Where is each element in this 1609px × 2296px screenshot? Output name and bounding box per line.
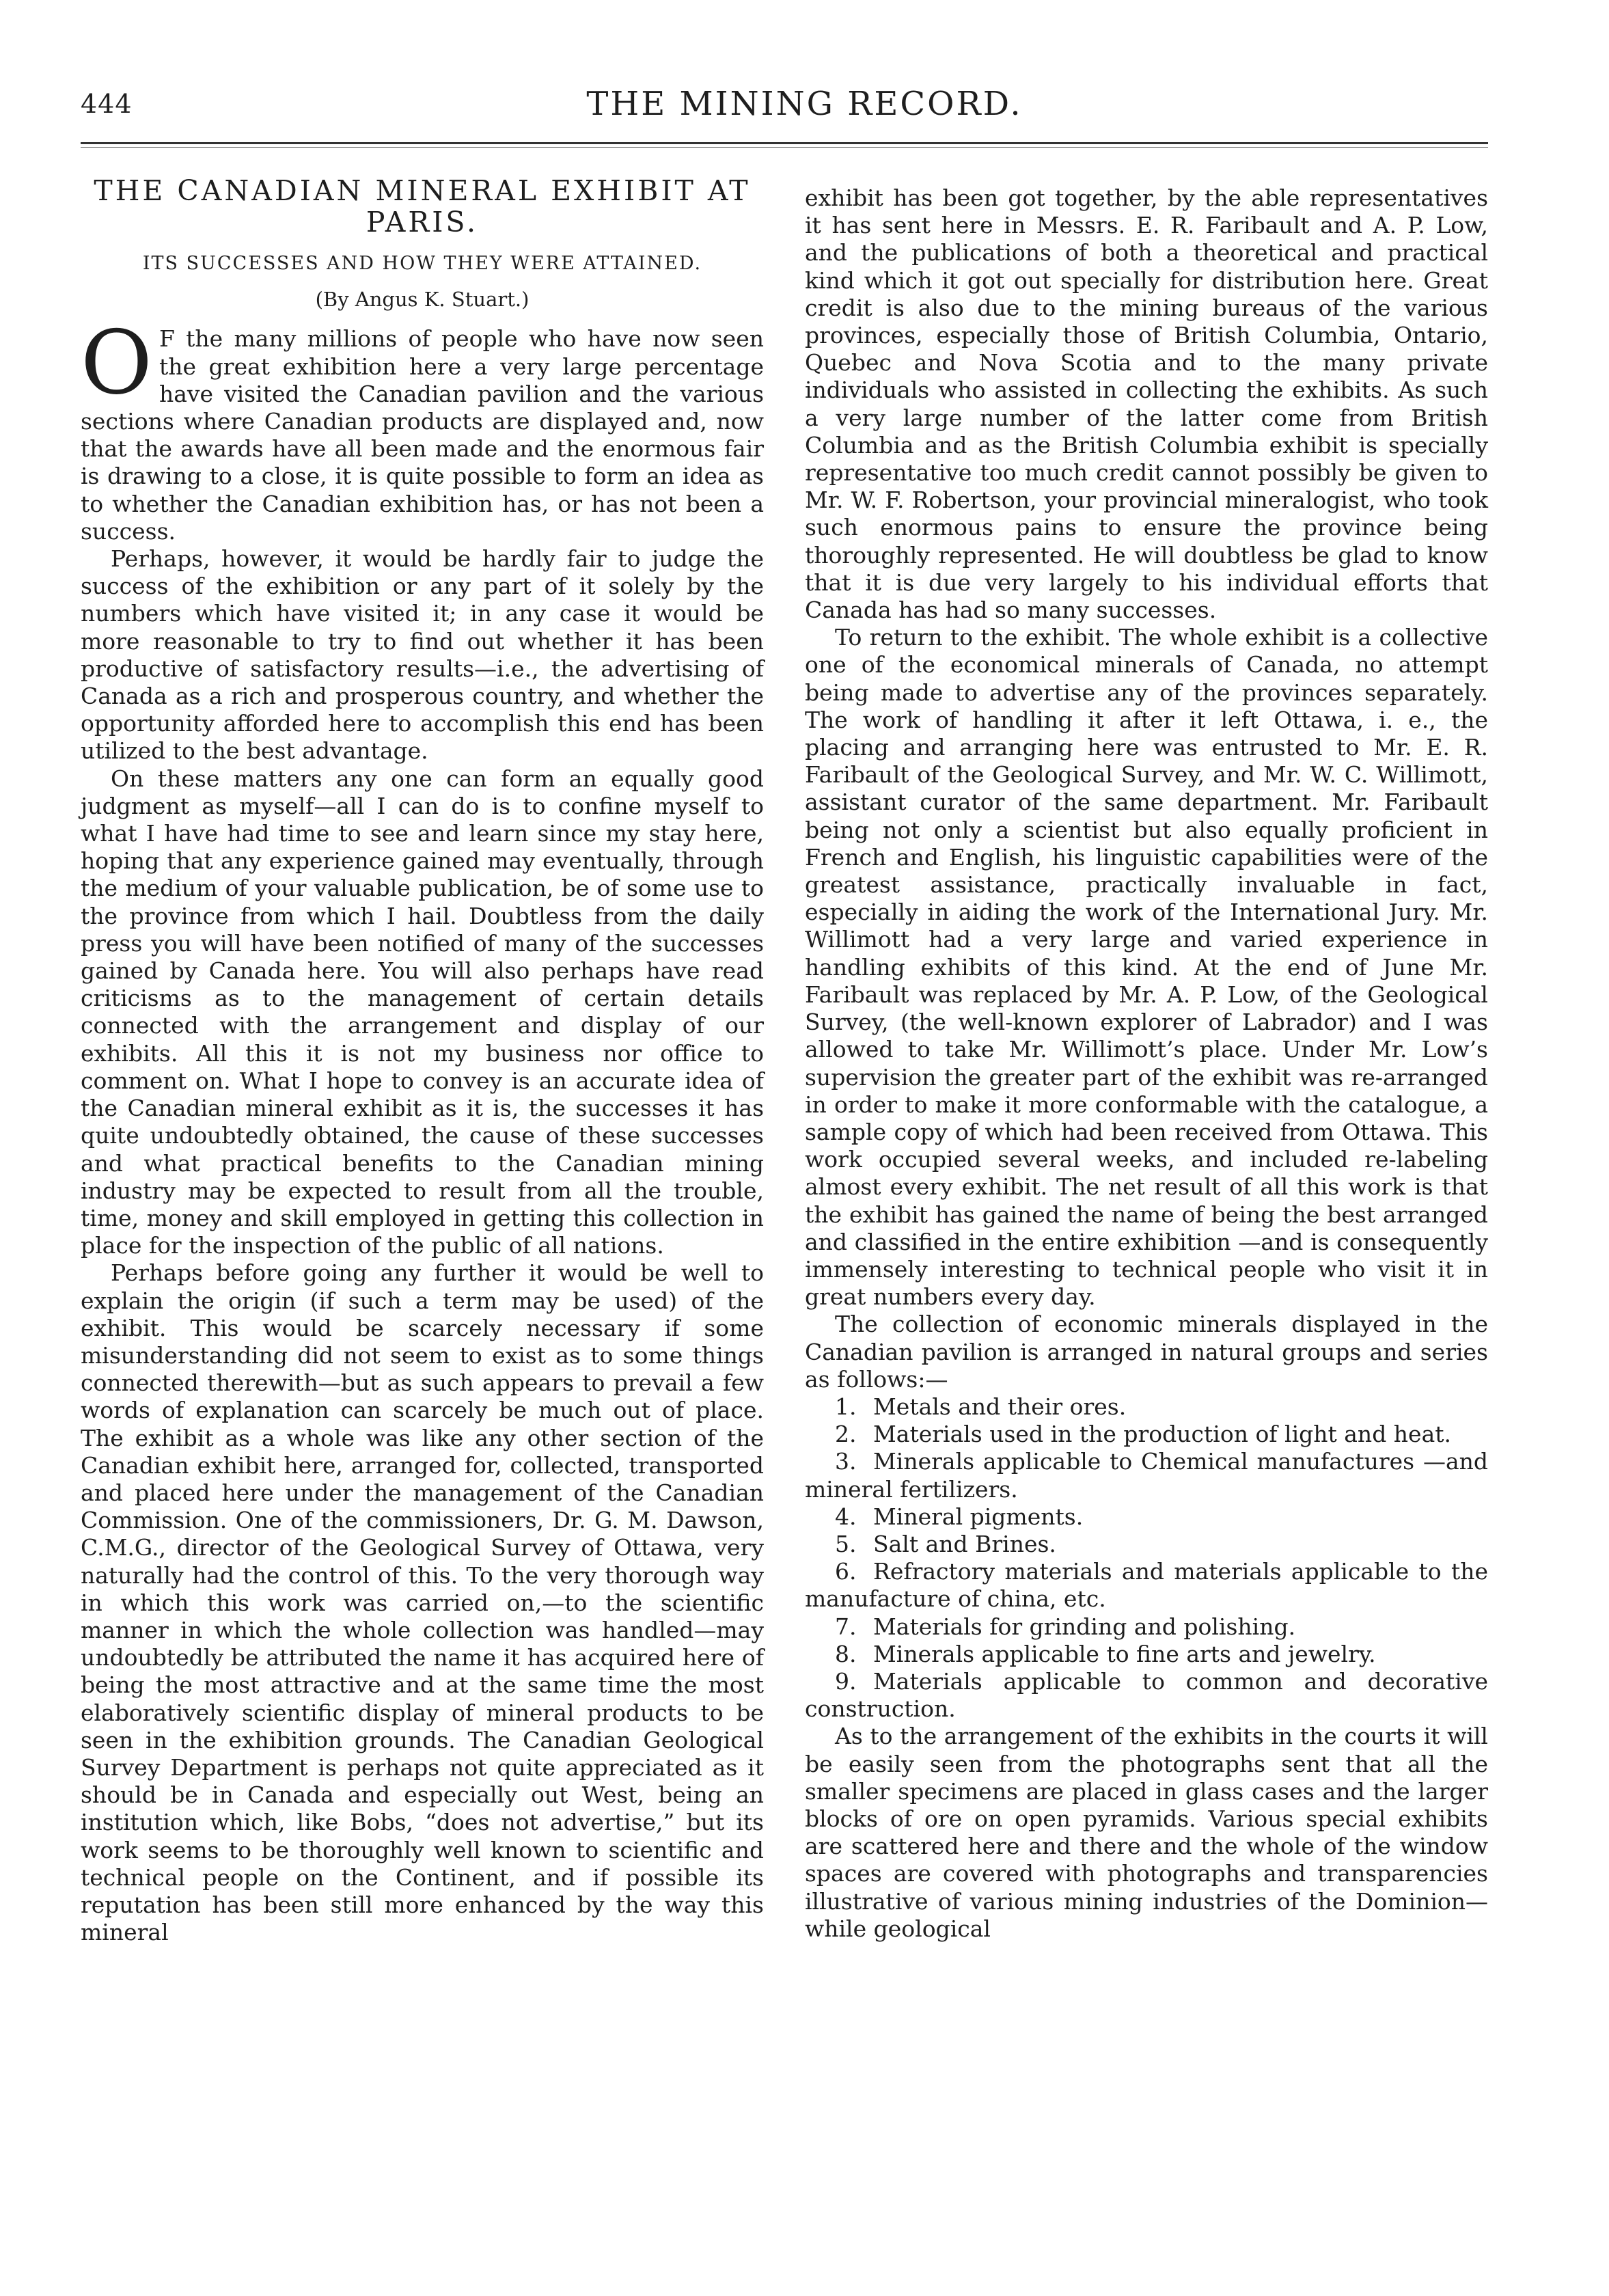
list-number: 1.	[835, 1393, 857, 1420]
list-text: Materials used in the production of light and heat.	[873, 1421, 1452, 1448]
list-item	[805, 1393, 1488, 1421]
list-item	[805, 1558, 1488, 1613]
list-number: 9.	[835, 1667, 857, 1695]
list-text: Materials for grinding and polishing.	[873, 1613, 1296, 1640]
list-text: Materials applicable to common and decorative construction.	[805, 1667, 1488, 1723]
list-item	[805, 1421, 1488, 1448]
paragraph	[81, 312, 764, 545]
article-subtitle: ITS SUCCESSES AND HOW THEY WERE ATTAINED.	[142, 253, 702, 274]
header-rule	[81, 142, 1488, 148]
right-column	[805, 184, 1488, 1943]
list-number: 8.	[835, 1640, 857, 1667]
list-text: Mineral pigments.	[873, 1503, 1084, 1530]
list-text: Salt and Brines.	[873, 1530, 1056, 1557]
list-number: 7.	[835, 1613, 857, 1640]
paragraph: As to the arrangement of the exhibits in the courts it will be easily seen from the photographs sent that all the smaller specimens are placed in glass cases and the larger blocks of ore on open pyramids. Various special exhibits are scattered here and there and the whole of the window spaces are covered with photographs and transparencies illustrative of various mining industries of the Dominion—while geological	[805, 1723, 1488, 1942]
paragraph: Perhaps, however, it would be hardly fair to judge the success of the exhibition or any part of it solely by the numbers which have visited it; in any case it would be more reasonable to try to find out whether it has been productive of satisfactory results—i.e., the advertising of Canada as a rich and prosperous country, and whether the opportunity afforded here to accomplish this end has been utilized to the best advantage.	[81, 545, 764, 765]
list-text: Metals and their ores.	[873, 1393, 1127, 1420]
left-column	[81, 175, 764, 1946]
paragraph: Perhaps before going any further it would be well to explain the origin (if such a term may be used) of the exhibit. This would be scarcely necessary if some misunderstanding did not seem to exist as to some things connected therewith—but as such appears to prevail a few words of explanation can scarcely be much out of place. The exhibit as a whole was like any other section of the Canadian exhibit here, arranged for, collected, transported and placed here under the management of the Canadian Commission. One of the commissioners, Dr. G. M. Dawson, C.M.G., director of the Geological Survey of Ottawa, very naturally had the control of this. To the very thorough way in which this work was carried on,—to the scientific manner in which the whole collection was handled—may undoubtedly be attributed the name it has acquired here of being the most attractive and at the same time the most elaboratively scientific display of mineral products to be seen in the exhibition grounds. The Canadian Geological Survey Department is perhaps not quite appreciated as it should be in Canada and especially out West, being an institution which, like Bobs, “does not advertise,” but its work seems to be thoroughly well known to scientific and technical people on the Continent, and if possible its reputation has been still more enhanced by the way this mineral	[81, 1259, 764, 1946]
list-item	[805, 1613, 1488, 1641]
list-item	[805, 1641, 1488, 1668]
list-item	[805, 1531, 1488, 1558]
page-number: 444	[81, 89, 133, 119]
running-title: THE MINING RECORD.	[586, 85, 1023, 123]
paragraph: On these matters any one can form an equally good judgment as myself—all I can do is to confine myself to what I have had time to see and learn since my stay here, hoping that any experience gained may eventually, through the medium of your valuable publication, be of some use to the province from which I hail. Doubtless from the daily press you will have been notified of many of the successes gained by Canada here. You will also perhaps have read criticisms as to the management of certain details connected with the arrangement and display of our exhibits. All this it is not my business nor office to comment on. What I hope to convey is an accurate idea of the Canadian mineral exhibit as it is, the successes it has quite undoubtedly obtained, the cause of these successes and what practical benefits to the Canadian mining industry may be expected to result from all the trouble, time, money and skill employed in getting this collection in place for the inspection of the public of all nations.	[81, 765, 764, 1259]
paragraph: exhibit has been got together, by the able representatives it has sent here in Messrs. E. R. Faribault and A. P. Low, and the publications of both a theoretical and practical kind which it got out specially for distribution here. Great credit is also due to the mining bureaus of the various provinces, especially those of British Columbia, Ontario, Quebec and Nova Scotia and to the many private individuals who assisted in collecting the exhibits. As such a very large number of the latter come from British Columbia and as the British Columbia exhibit is specially representative too much credit cannot possibly be given to Mr. W. F. Robertson, your provincial mineralogist, who took such enormous pains to ensure the province being thoroughly represented. He will doubtless be glad to know that it is due very largely to his individual efforts that Canada has had so many successes.	[805, 184, 1488, 624]
byline: (By Angus K. Stuart.)	[315, 288, 530, 312]
list-text: Refractory materials and materials applicable to the manufacture of china, etc.	[805, 1558, 1488, 1613]
list-item	[805, 1503, 1488, 1531]
list-item	[805, 1668, 1488, 1723]
list-item	[805, 1448, 1488, 1503]
list-number: 3.	[835, 1448, 857, 1475]
list-number: 4.	[835, 1503, 857, 1530]
mineral-groups-list	[805, 1393, 1488, 1723]
list-text: Minerals applicable to Chemical manufactures —and mineral fertilizers.	[805, 1448, 1488, 1503]
article-title: THE CANADIAN MINERAL EXHIBIT AT PARIS.	[94, 174, 751, 238]
list-text: Minerals applicable to fine arts and jewelry.	[873, 1640, 1376, 1667]
paragraph: The collection of economic minerals displayed in the Canadian pavilion is arranged in natural groups and series as follows:—	[805, 1311, 1488, 1393]
paragraph-text: F the many millions of people who have now seen the great exhibition here a very large percentage have visited the Canadian pavilion and the various sections where Canadian products are displayed and, now that the awards have all been made and the enormous fair is drawing to a close, it is quite possible to form an idea as to whether the Canadian exhibition has, or has not been a success.	[81, 325, 764, 545]
drop-cap: O	[81, 312, 152, 415]
list-number: 2.	[835, 1421, 857, 1448]
list-number: 5.	[835, 1530, 857, 1557]
list-number: 6.	[835, 1558, 857, 1585]
paragraph: To return to the exhibit. The whole exhibit is a collective one of the economical minerals of Canada, no attempt being made to advertise any of the provinces separately. The work of handling it after it left Ottawa, i. e., the placing and arranging here was entrusted to Mr. E. R. Faribault of the Geological Survey, and Mr. W. C. Willimott, assistant curator of the same department. Mr. Faribault being not only a scientist but also equally proficient in French and English, his linguistic capabilities were of the greatest assistance, practically invaluable in fact, especially in aiding the work of the International Jury. Mr. Willimott had a very large and varied experience in handling exhibits of this kind. At the end of June Mr. Faribault was replaced by Mr. A. P. Low, of the Geological Survey, (the well-known explorer of Labrador) and I was allowed to take Mr. Willimott’s place. Under Mr. Low’s supervision the greater part of the exhibit was re-arranged in order to make it more conformable with the catalogue, a sample copy of which had been received from Ottawa. This work occupied several weeks, and included re-labeling almost every exhibit. The net result of all this work is that the exhibit has gained the name of being the best arranged and classified in the entire exhibition —and is consequently immensely interesting to technical people who visit it in great numbers every day.	[805, 624, 1488, 1311]
